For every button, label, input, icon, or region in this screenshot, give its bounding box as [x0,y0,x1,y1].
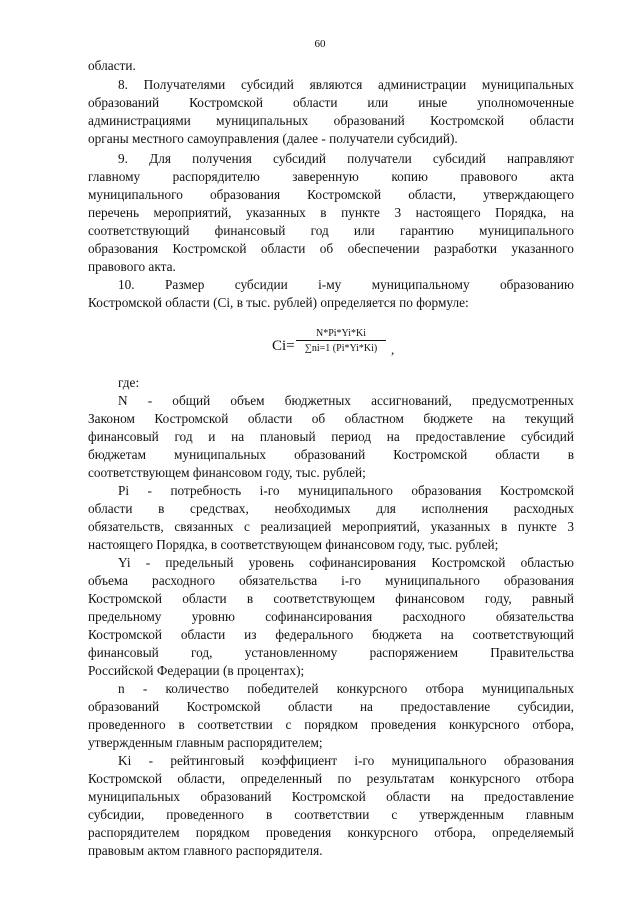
text-line: муниципального образования Костромской области, утверждающего [88,187,574,202]
text-line: 10. Размер субсидии i-му муниципальному образованию [118,277,574,292]
text-line: Pi - потребность i-го муниципального образования Костромской [118,483,574,498]
subsidy-formula [272,328,402,368]
text-line: перечень мероприятий, указанных в пункте 3 настоящего Порядка, на [88,205,574,220]
text-line: настоящего Порядка, в соответствующем финансовом году, тыс. рублей; [88,537,499,552]
text-line: главному распорядителю заверенную копию правового акта [88,169,574,184]
text-line: правового акта. [88,259,176,274]
text-line: бюджетам муниципальных образований Костромской области в [88,447,574,462]
text-line: n - количество победителей конкурсного отбора муниципальных [118,681,574,696]
text-line: Костромской области, определенный по результатам конкурсного отбора [88,771,574,786]
text-line: проведенного в соответствии с порядком проведения конкурсного отбора, [88,717,574,732]
text-line: N - общий объем бюджетных ассигнований, предусмотренных [118,393,574,408]
formula-trailing: , [391,342,395,357]
text-line: Yi - предельный уровень софинансирования Костромской областью [118,555,574,570]
text-line: Российской Федерации (в процентах); [88,663,305,678]
text-line: образований Костромской области на предоставление субсидии, [88,699,574,714]
text-line: правовым актом главного распорядителя. [88,843,323,858]
text-line: Ki - рейтинговый коэффициент i-го муниципального образования [118,753,574,768]
text-line: муниципальных образований Костромской области на предоставление [88,789,574,804]
text-line: образования Костромской области об обеспечении разработки указанного [88,241,574,256]
text-line: Костромской области (Ci, в тыс. рублей) определяется по формуле: [88,295,469,310]
text-line: финансовый год и на плановый период на предоставление субсидий [88,429,574,444]
text-line: 8. Получателями субсидий являются администрации муниципальных [118,77,574,92]
text-line: соответствующем финансовом году, тыс. рублей; [88,465,366,480]
text-line: 9. Для получения субсидий получатели субсидий направляют [118,151,574,166]
page-number: 60 [314,38,326,50]
formula-fraction [296,328,386,354]
formula-lhs: Ci= [272,338,295,354]
text-line: обязательств, связанных с реализацией мероприятий, указанных в пункте 3 [88,519,574,534]
text-line: объема расходного обязательства i-го муниципального образования [88,573,574,588]
text-line: Законом Костромской области об областном бюджете на текущий [88,411,574,426]
text-line: области в средствах, необходимых для исполнения расходных [88,501,574,516]
text-line: Костромской области в соответствующем финансовом году, равный [88,591,574,606]
text-line: области. [88,58,136,73]
text-line: предельному уровню софинансирования расходного обязательства [88,609,574,624]
text-line: Костромской области из федерального бюджета на соответствующий [88,627,574,642]
formula-denominator: ∑ni=1 (Pi*Yi*Ki) [304,343,378,354]
text-line: утвержденным главным распорядителем; [88,735,323,750]
text-line: соответствующий финансовый год или гарантию муниципального [88,223,574,238]
text-line: субсидии, проведенного в соответствии с утвержденным главным [88,807,574,822]
text-line: органы местного самоуправления (далее - получатели субсидий). [88,131,458,146]
text-line: образований Костромской области или иные уполномоченные [88,95,574,110]
text-line: где: [118,375,140,390]
text-line: администрациями муниципальных образований Костромской области [88,113,574,128]
text-line: финансовый год, установленному распоряжением Правительства [88,645,574,660]
formula-numerator: N*Pi*Yi*Ki [296,328,386,341]
text-line: распорядителем порядком проведения конкурсного отбора, определяемый [88,825,574,840]
